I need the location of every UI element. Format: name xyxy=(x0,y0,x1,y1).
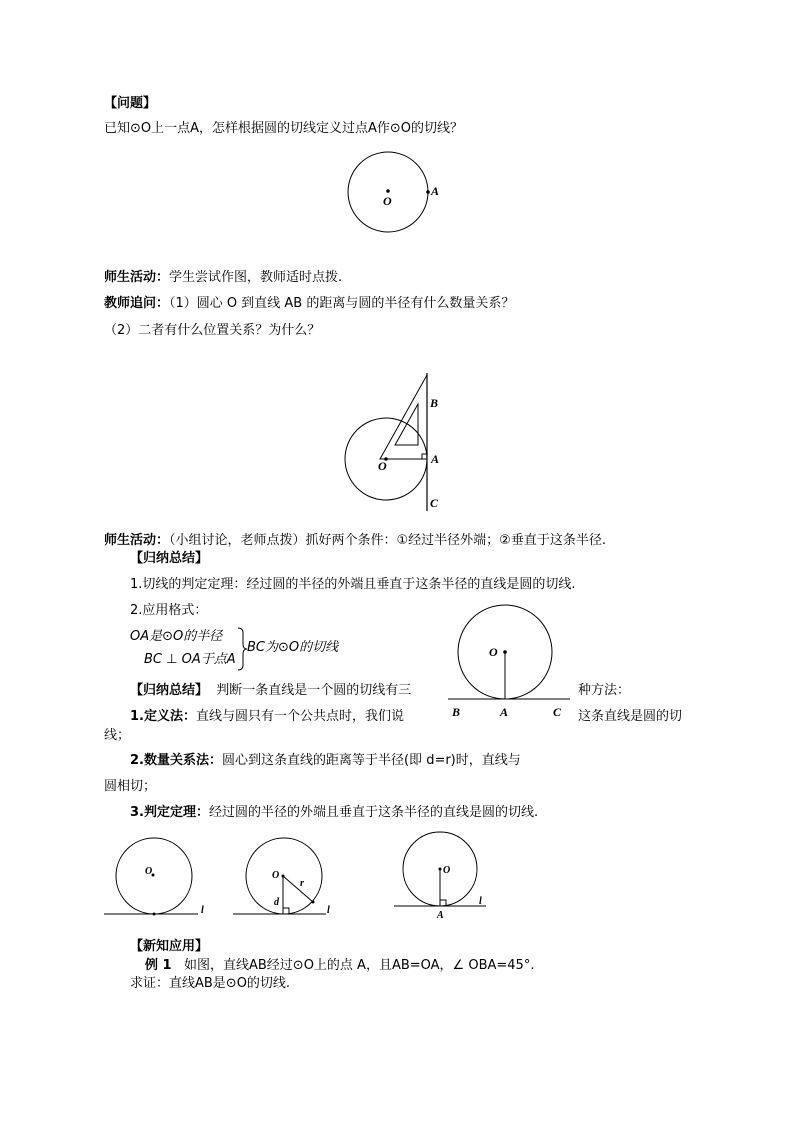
activity1-text: 学生尝试作图，教师适时点拨. xyxy=(169,270,343,285)
label-a: A xyxy=(500,705,509,719)
format-cond2: BC ⊥ OA于点A xyxy=(144,652,236,667)
label-a: A xyxy=(431,184,440,198)
example1-text: 如图，直线AB经过⊙O上的点 A，且AB=OA，∠ OBA=45°. xyxy=(183,958,535,973)
label-b: B xyxy=(452,705,461,719)
activity2 xyxy=(104,533,606,549)
followup-q1 xyxy=(104,296,514,312)
format-cond1: OA是⊙O的半径 xyxy=(130,629,223,644)
center-dot xyxy=(503,650,507,654)
set-square-outer xyxy=(380,375,427,459)
method2-text-b: 圆相切； xyxy=(104,779,157,794)
followup-q2: （2）二者有什么位置关系？为什么？ xyxy=(104,323,321,338)
method2 xyxy=(130,753,521,769)
example1-proof: 求证：直线AB是⊙O的切线. xyxy=(130,976,291,991)
summary2-heading: 【归纳总结】 xyxy=(130,683,209,698)
activity2-text: （小组讨论，老师点拨）抓好两个条件：①经过半径外端；②垂直于这条半径. xyxy=(169,533,606,548)
summary2-lead-b: 种方法： xyxy=(578,683,631,698)
activity2-label: 师生活动： xyxy=(104,533,170,548)
figure-definition xyxy=(100,838,215,920)
summary1-item2: 2.应用格式： xyxy=(130,603,208,618)
label-c: C xyxy=(430,496,439,510)
label-l: l xyxy=(479,896,482,907)
problem-question: 已知⊙O上一点A，怎样根据圆的切线定义过点A作⊙O的切线？ xyxy=(104,121,464,136)
method1-text-b: 这条直线是圆的切 xyxy=(578,709,683,724)
label-o: O xyxy=(145,866,153,877)
label-o: O xyxy=(489,645,498,659)
summary2-lead-a: 判断一条直线是一个圆的切线有三 xyxy=(216,683,412,698)
tangent-point xyxy=(153,913,156,916)
method1-label: 1.定义法： xyxy=(130,709,196,724)
activity1 xyxy=(104,270,342,286)
method3-text: 经过圆的半径的外端且垂直于这条半径的直线是圆的切线. xyxy=(208,805,539,820)
right-angle-mark xyxy=(283,908,289,914)
right-angle-mark xyxy=(422,454,427,459)
center-dot xyxy=(386,189,390,193)
center-dot xyxy=(282,875,285,878)
summary1-heading: 【归纳总结】 xyxy=(130,551,209,566)
set-square-inner xyxy=(395,404,418,445)
figure-circle-point xyxy=(340,150,450,240)
label-o: O xyxy=(272,870,280,881)
figure-set-square xyxy=(340,370,460,515)
figure-theorem xyxy=(390,832,505,924)
label-d: d xyxy=(274,897,279,908)
center-dot xyxy=(439,868,442,871)
method1 xyxy=(130,709,404,725)
radius-r xyxy=(283,876,313,902)
summary1-item1: 1.切线的判定定理：经过圆的半径的外端且垂直于这条半径的直线是圆的切线. xyxy=(130,577,576,592)
label-o: O xyxy=(443,865,451,876)
new-app-heading: 【新知应用】 xyxy=(130,939,209,954)
method2-label: 2.数量关系法： xyxy=(130,753,222,768)
label-a: A xyxy=(431,452,440,466)
summary2-lead xyxy=(130,683,411,699)
label-a: A xyxy=(437,910,444,921)
label-l: l xyxy=(327,905,330,916)
label-b: B xyxy=(430,396,439,410)
point-a-dot xyxy=(426,190,430,194)
method2-text-a: 圆心到这条直线的距离等于半径(即 d=r)时，直线与 xyxy=(221,753,521,768)
radius-end-dot xyxy=(312,901,315,904)
format-conclusion: BC为⊙O的切线 xyxy=(247,640,339,655)
right-angle-mark xyxy=(440,900,446,906)
problem-heading: 【问题】 xyxy=(104,96,157,111)
followup-label: 教师追问： xyxy=(104,296,170,311)
activity1-label: 师生活动： xyxy=(104,270,170,285)
figure-tangent-bac xyxy=(446,600,576,722)
method1-text-c: 线； xyxy=(104,728,131,743)
example1-label: 例 1 xyxy=(145,958,172,973)
method1-text-a: 直线与圆只有一个公共点时，我们说 xyxy=(195,709,404,724)
label-c: C xyxy=(553,705,562,719)
example1 xyxy=(145,958,534,974)
method3 xyxy=(130,805,538,821)
label-l: l xyxy=(201,905,204,916)
label-o: O xyxy=(383,194,392,208)
followup-q1-text: （1）圆心 O 到直线 AB 的距离与圆的半径有什么数量关系？ xyxy=(169,296,515,311)
method3-label: 3.判定定理： xyxy=(130,805,209,820)
figure-distance xyxy=(230,838,345,920)
label-o: O xyxy=(378,459,387,473)
label-r: r xyxy=(300,878,304,889)
